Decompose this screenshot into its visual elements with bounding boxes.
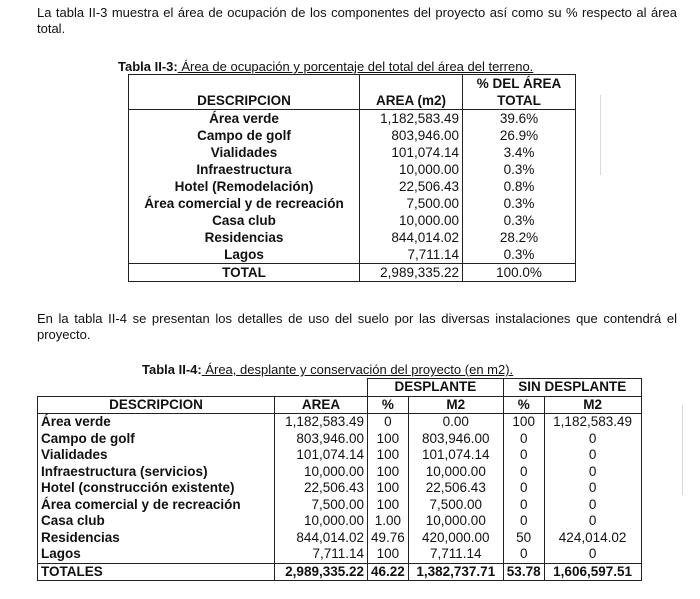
table4-cell-dm: 101,074.14 — [408, 447, 503, 464]
table3-total-area: 2,989,335.22 — [360, 264, 463, 282]
table4-group-blank — [38, 379, 368, 397]
table4-cell-dp: 1.00 — [368, 513, 409, 530]
table4-cell-dp: 100 — [368, 497, 409, 514]
table4-cell-sm: 424,014.02 — [544, 530, 641, 547]
table4-cell-desc: Área comercial y de recreación — [38, 497, 275, 514]
table4-cell-dp: 100 — [368, 431, 409, 448]
table4-cell-sm: 0 — [544, 431, 641, 448]
table3 — [128, 74, 576, 282]
table3-row — [129, 212, 576, 229]
table4-row — [38, 497, 642, 514]
table4-cell-sm: 0 — [544, 546, 641, 563]
table4-cell-area: 844,014.02 — [275, 530, 368, 547]
table4-group-sin-desplante: SIN DESPLANTE — [503, 379, 641, 397]
table4-cell-dm: 420,000.00 — [408, 530, 503, 547]
second-paragraph: En la tabla II-4 se presentan los detalles de uso del suelo por las diversas instalaciones que contendrá el proyecto. — [37, 311, 677, 342]
table4-row — [38, 447, 642, 464]
table3-cell-area: 101,074.14 — [360, 144, 463, 161]
table3-cell-desc: Vialidades — [129, 144, 360, 161]
table3-cell-pct: 0.3% — [463, 161, 576, 178]
table4-header-dm: M2 — [408, 396, 503, 414]
table4-header-sp: % — [503, 396, 544, 414]
table3-cell-pct: 26.9% — [463, 127, 576, 144]
table3-total-row — [129, 264, 576, 282]
table3-cell-area: 1,182,583.49 — [360, 110, 463, 128]
table3-cell-desc: Casa club — [129, 212, 360, 229]
scan-margin-mark — [682, 405, 683, 495]
table4-row — [38, 546, 642, 563]
table4-cell-dm: 803,946.00 — [408, 431, 503, 448]
table3-cell-pct: 0.8% — [463, 178, 576, 195]
table4-group-desplante: DESPLANTE — [368, 379, 504, 397]
table4-cell-sp: 0 — [503, 464, 544, 481]
table4-cell-dm: 0.00 — [408, 414, 503, 431]
table3-total-pct: 100.0% — [463, 264, 576, 282]
table3-header-desc: DESCRIPCION — [129, 75, 360, 110]
table3-cell-desc: Área verde — [129, 110, 360, 128]
table4-cell-desc: Campo de golf — [38, 431, 275, 448]
table4-total-desc: TOTALES — [38, 563, 275, 581]
table4-header-sm: M2 — [544, 396, 641, 414]
table4-cell-area: 10,000.00 — [275, 513, 368, 530]
table3-caption — [118, 59, 533, 74]
table4-row — [38, 513, 642, 530]
table4-cell-sp: 50 — [503, 530, 544, 547]
table3-cell-desc: Lagos — [129, 246, 360, 264]
table4-cell-sp: 0 — [503, 497, 544, 514]
table3-cell-pct: 28.2% — [463, 229, 576, 246]
table3-header-area: AREA (m2) — [360, 75, 463, 110]
table3-total-desc: TOTAL — [129, 264, 360, 282]
table4-total-dp: 46.22 — [368, 563, 409, 581]
table3-cell-pct: 39.6% — [463, 110, 576, 128]
table3-header-pct — [463, 75, 576, 110]
table4-total-sm: 1,606,597.51 — [544, 563, 641, 581]
table3-cell-pct: 0.3% — [463, 246, 576, 264]
table3-cell-pct: 0.3% — [463, 212, 576, 229]
table3-row — [129, 127, 576, 144]
table3-row — [129, 144, 576, 161]
table4-cell-desc: Casa club — [38, 513, 275, 530]
table4-total-area: 2,989,335.22 — [275, 563, 368, 581]
table4-cell-dp: 49.76 — [368, 530, 409, 547]
table4-row — [38, 530, 642, 547]
table3-row — [129, 246, 576, 264]
table4-cell-sp: 0 — [503, 447, 544, 464]
table3-body — [129, 110, 576, 264]
table4-total-dm: 1,382,737.71 — [408, 563, 503, 581]
table4-cell-area: 7,500.00 — [275, 497, 368, 514]
table3-cell-area: 844,014.02 — [360, 229, 463, 246]
table4-cell-dp: 100 — [368, 546, 409, 563]
table4-total-sp: 53.78 — [503, 563, 544, 581]
table4-cell-dp: 100 — [368, 447, 409, 464]
table4-cell-dp: 100 — [368, 464, 409, 481]
table4-cell-area: 1,182,583.49 — [275, 414, 368, 431]
table3-row — [129, 178, 576, 195]
table3-row — [129, 195, 576, 212]
table4-cell-desc: Hotel (construcción existente) — [38, 480, 275, 497]
table4-cell-sp: 0 — [503, 431, 544, 448]
table3-cell-pct: 3.4% — [463, 144, 576, 161]
table4-row — [38, 414, 642, 431]
table3-cell-desc: Infraestructura — [129, 161, 360, 178]
table4-row — [38, 464, 642, 481]
table4 — [37, 378, 642, 581]
table4-cell-area: 7,711.14 — [275, 546, 368, 563]
table3-cell-desc: Campo de golf — [129, 127, 360, 144]
table3-caption-label: Tabla II-3: — [118, 59, 178, 74]
table4-cell-desc: Residencias — [38, 530, 275, 547]
table4-cell-desc: Vialidades — [38, 447, 275, 464]
table3-cell-area: 10,000.00 — [360, 212, 463, 229]
table3-row — [129, 110, 576, 128]
table4-row — [38, 431, 642, 448]
table4-cell-dm: 7,500.00 — [408, 497, 503, 514]
table4-cell-desc: Lagos — [38, 546, 275, 563]
table4-header-dp: % — [368, 396, 409, 414]
table4-cell-area: 10,000.00 — [275, 464, 368, 481]
table4-cell-sp: 0 — [503, 546, 544, 563]
table3-cell-desc: Residencias — [129, 229, 360, 246]
table4-cell-dm: 10,000.00 — [408, 513, 503, 530]
table4-caption-label: Tabla II-4: — [142, 362, 202, 377]
table4-caption — [142, 362, 513, 377]
table4-row — [38, 480, 642, 497]
table3-row — [129, 229, 576, 246]
table4-cell-sm: 0 — [544, 497, 641, 514]
table4-caption-text: Área, desplante y conservación del proyecto (en m2). — [201, 362, 514, 377]
table4-header-desc: DESCRIPCION — [38, 396, 275, 414]
scan-margin-mark — [600, 95, 601, 175]
table4-cell-area: 101,074.14 — [275, 447, 368, 464]
table4-cell-dm: 10,000.00 — [408, 464, 503, 481]
table4-cell-dm: 22,506.43 — [408, 480, 503, 497]
table4-cell-dp: 0 — [368, 414, 409, 431]
table3-cell-area: 22,506.43 — [360, 178, 463, 195]
table4-cell-sm: 0 — [544, 464, 641, 481]
table4-cell-desc: Área verde — [38, 414, 275, 431]
table4-group-row — [38, 379, 642, 397]
table3-caption-text: Área de ocupación y porcentaje del total del área del terreno. — [177, 59, 534, 74]
table4-cell-sm: 0 — [544, 480, 641, 497]
intro-paragraph: La tabla II-3 muestra el área de ocupación de los componentes del proyecto así como su % respecto al área total. — [37, 5, 677, 36]
table3-cell-area: 7,500.00 — [360, 195, 463, 212]
table4-cell-sm: 0 — [544, 513, 641, 530]
table4-cell-area: 803,946.00 — [275, 431, 368, 448]
table3-header-pct-line1: % DEL ÁREA — [476, 76, 562, 91]
table4-cell-dm: 7,711.14 — [408, 546, 503, 563]
table4-cell-sp: 0 — [503, 513, 544, 530]
table4-body — [38, 414, 642, 564]
table3-cell-area: 7,711.14 — [360, 246, 463, 264]
table3-cell-desc: Hotel (Remodelación) — [129, 178, 360, 195]
table3-header-row — [129, 75, 576, 110]
table4-cell-desc: Infraestructura (servicios) — [38, 464, 275, 481]
table4-cell-sp: 0 — [503, 480, 544, 497]
table3-cell-area: 803,946.00 — [360, 127, 463, 144]
table4-cell-sm: 0 — [544, 447, 641, 464]
table3-cell-pct: 0.3% — [463, 195, 576, 212]
table4-cell-sp: 100 — [503, 414, 544, 431]
table3-cell-area: 10,000.00 — [360, 161, 463, 178]
table4-cell-dp: 100 — [368, 480, 409, 497]
table4-header-row — [38, 396, 642, 414]
table4-total-row — [38, 563, 642, 581]
table3-cell-desc: Área comercial y de recreación — [129, 195, 360, 212]
table4-cell-area: 22,506.43 — [275, 480, 368, 497]
table3-header-pct-line2: TOTAL — [497, 93, 541, 108]
table4-header-area: AREA — [275, 396, 368, 414]
table4-cell-sm: 1,182,583.49 — [544, 414, 641, 431]
table3-row — [129, 161, 576, 178]
